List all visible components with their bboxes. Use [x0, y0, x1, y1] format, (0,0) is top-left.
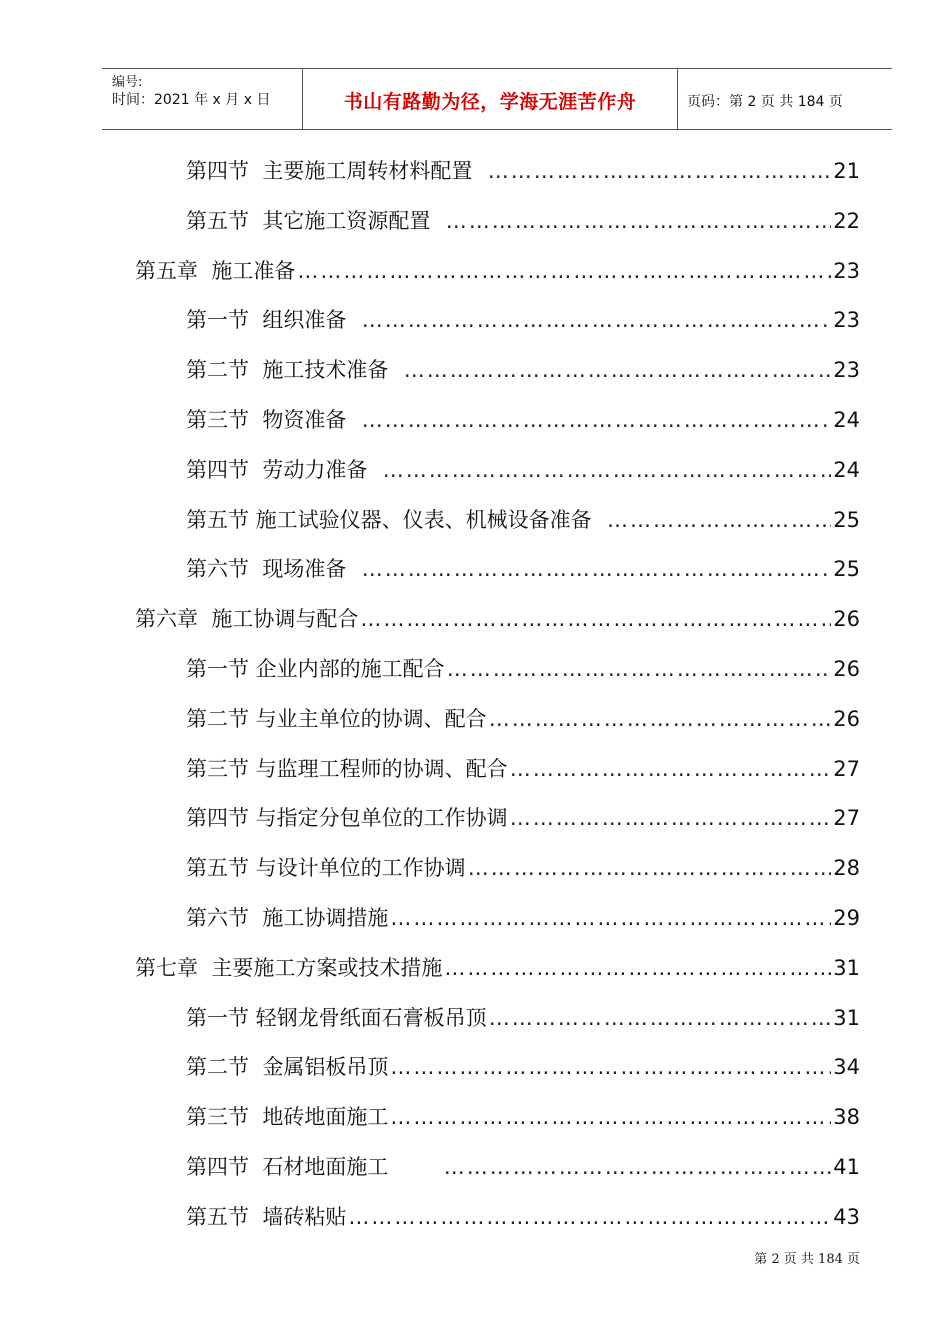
- toc-entry-page-number: 41: [833, 1155, 860, 1179]
- footer-page-info: 第 2 页 共 184 页: [754, 1252, 860, 1267]
- toc-entry-title: 第六章 施工协调与配合: [135, 607, 359, 632]
- toc-entry-page-number: 27: [833, 806, 860, 831]
- toc-entry-page-number: 29: [833, 906, 860, 930]
- dot-leader: [444, 1155, 832, 1179]
- header-meta: [102, 69, 302, 129]
- dot-leader: [510, 757, 832, 781]
- dot-leader: [362, 557, 832, 581]
- toc-entry-page-number: 27: [833, 756, 860, 781]
- dot-leader: [489, 1006, 832, 1030]
- toc-entry-title: 第四节 劳动力准备: [186, 457, 381, 482]
- toc-chapter-entry[interactable]: [135, 255, 860, 295]
- toc-entry-title: 第四节 与指定分包单位的工作协调: [186, 806, 508, 831]
- dot-leader: [297, 259, 831, 283]
- toc-entry-title: 第五节 与设计单位的工作协调: [186, 856, 466, 881]
- dot-leader: [446, 209, 832, 233]
- header-motto: 书山有路勤为径，学海无涯苦作舟: [343, 91, 637, 113]
- toc-entry-title: 第三节 物资准备: [186, 408, 360, 432]
- toc-chapter-entry[interactable]: [135, 603, 860, 643]
- toc-entry-page-number: 22: [833, 208, 860, 233]
- toc-entry-page-number: 21: [833, 159, 860, 183]
- toc-section-entry[interactable]: [186, 1051, 860, 1091]
- toc-entry-title: 第二节 金属铝板吊顶: [186, 1055, 389, 1080]
- toc-entry-title: 第七章 主要施工方案或技术措施: [135, 955, 443, 980]
- toc-section-entry[interactable]: [186, 553, 860, 593]
- page-header: [102, 68, 892, 130]
- toc-entry-title: 第一节 企业内部的施工配合: [186, 657, 445, 681]
- dot-leader: [488, 159, 832, 183]
- dot-leader: [348, 1205, 831, 1229]
- dot-leader: [447, 657, 832, 681]
- toc-entry-page-number: 25: [833, 507, 860, 532]
- toc-section-entry[interactable]: [186, 1201, 860, 1241]
- toc-section-entry[interactable]: [186, 703, 860, 743]
- dot-leader: [383, 458, 832, 482]
- toc-entry-page-number: 34: [833, 1055, 860, 1080]
- toc-section-entry[interactable]: [186, 902, 860, 942]
- dot-leader: [390, 1055, 831, 1079]
- toc-entry-page-number: 24: [833, 457, 860, 482]
- toc-entry-title: 第四节 石材地面施工: [186, 1155, 442, 1179]
- toc-section-entry[interactable]: [186, 354, 860, 394]
- toc-section-entry[interactable]: [186, 1002, 860, 1042]
- dot-leader: [390, 906, 831, 930]
- toc-section-entry[interactable]: [186, 205, 860, 245]
- toc-entry-title: 第二节 与业主单位的协调、配合: [186, 706, 487, 731]
- toc-entry-title: 第六节 现场准备: [186, 557, 360, 582]
- dot-leader: [489, 707, 832, 731]
- toc-section-entry[interactable]: [186, 155, 860, 195]
- toc-entry-title: 第五节 墙砖粘贴: [186, 1204, 347, 1229]
- toc-section-entry[interactable]: [186, 653, 860, 693]
- toc-entry-page-number: 23: [833, 258, 860, 283]
- toc-entry-title: 第三节 与监理工程师的协调、配合: [186, 756, 508, 781]
- dot-leader: [404, 358, 832, 382]
- toc-chapter-entry[interactable]: [135, 952, 860, 992]
- dot-leader: [510, 806, 832, 830]
- toc-section-entry[interactable]: [186, 304, 860, 344]
- toc-entry-page-number: 31: [833, 955, 860, 980]
- dot-leader: [607, 508, 831, 532]
- toc-entry-title: 第一节 轻钢龙骨纸面石膏板吊顶: [186, 1005, 487, 1030]
- toc-section-entry[interactable]: [186, 1151, 860, 1191]
- toc-entry-page-number: 26: [833, 706, 860, 731]
- toc-entry-page-number: 38: [833, 1105, 860, 1130]
- toc-entry-page-number: 26: [833, 607, 860, 632]
- toc-entry-title: 第四节 主要施工周转材料配置: [186, 159, 486, 183]
- dot-leader: [390, 1105, 831, 1129]
- toc-section-entry[interactable]: [186, 404, 860, 444]
- toc-entry-page-number: 43: [833, 1204, 860, 1229]
- dot-leader: [362, 308, 832, 332]
- dot-leader: [468, 856, 832, 880]
- toc-entry-title: 第六节 施工协调措施: [186, 906, 389, 930]
- header-motto-cell: [302, 69, 678, 129]
- code-label: 编号:: [112, 75, 143, 90]
- dot-leader: [360, 607, 831, 631]
- toc-entry-page-number: 26: [833, 657, 860, 681]
- header-page-info: 页码：第 2 页 共 184 页: [687, 94, 843, 110]
- dot-leader: [444, 956, 831, 980]
- toc-entry-title: 第一节 组织准备: [186, 308, 360, 333]
- toc-section-entry[interactable]: [186, 753, 860, 793]
- toc-entry-title: 第五节 其它施工资源配置: [186, 208, 444, 233]
- toc-entry-page-number: 24: [833, 408, 860, 432]
- toc-entry-title: 第五章 施工准备: [135, 258, 296, 283]
- toc-section-entry[interactable]: [186, 1101, 860, 1141]
- toc-entry-page-number: 28: [833, 856, 860, 881]
- toc-entry-title: 第五节 施工试验仪器、仪表、机械设备准备: [186, 507, 606, 532]
- toc-entry-title: 第二节 施工技术准备: [186, 358, 402, 383]
- toc-section-entry[interactable]: [186, 454, 860, 494]
- toc-section-entry[interactable]: [186, 852, 860, 892]
- toc-section-entry[interactable]: [186, 802, 860, 842]
- toc-entry-page-number: 23: [833, 358, 860, 383]
- date-label: 时间：2021 年 x 月 x 日: [112, 92, 271, 108]
- toc-section-entry[interactable]: [186, 504, 860, 544]
- dot-leader: [362, 408, 832, 432]
- toc-entry-page-number: 23: [833, 308, 860, 333]
- toc-entry-page-number: 31: [833, 1005, 860, 1030]
- header-page-cell: [677, 69, 892, 129]
- toc-entry-page-number: 25: [833, 557, 860, 582]
- toc-entry-title: 第三节 地砖地面施工: [186, 1105, 389, 1130]
